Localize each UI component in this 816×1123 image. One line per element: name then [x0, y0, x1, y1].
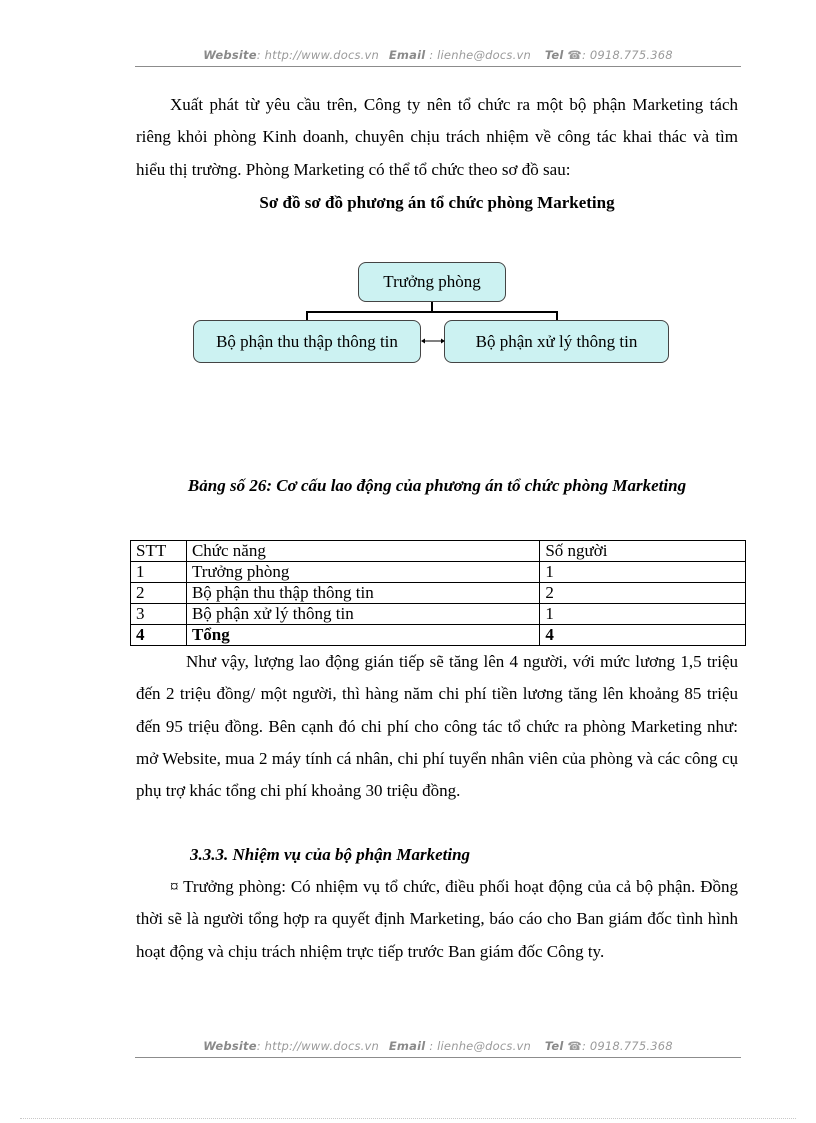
table-cell: Bộ phận thu thập thông tin: [186, 583, 539, 604]
table-row: [131, 604, 746, 625]
tel-value: : 0918.775.368: [581, 48, 673, 62]
email-label: Email: [388, 48, 426, 62]
website-value[interactable]: : http://www.docs.vn: [256, 48, 380, 62]
cost-paragraph: Như vậy, lượng lao động gián tiếp sẽ tăng lên 4 người, với mức lương 1,5 triệu đến 2 triệu đồng/ một người, thì hàng năm chi phí tiền lương tăng lên khoảng 85 triệu đến 95 triệu đồng. Bên cạnh đó chi phí cho công tác tổ chức ra phòng Marketing như: mở Website, mua 2 máy tính cá nhân, chi phí tuyển nhân viên của phòng và các công cụ phụ trợ khác tổng chi phí khoảng 30 triệu đồng.: [136, 652, 738, 801]
page-edge: [20, 1118, 796, 1119]
table-cell: 4: [131, 625, 187, 646]
phone-icon: ☎: [567, 48, 582, 62]
table-cell: 2: [131, 583, 187, 604]
table-total-row: [131, 625, 746, 646]
header-divider: [135, 66, 741, 67]
table-row: [131, 562, 746, 583]
email-value[interactable]: : lienhe@docs.vn: [425, 48, 531, 62]
tel-label: Tel: [544, 48, 564, 62]
double-arrow-connector: [421, 336, 445, 346]
table-cell: 3: [131, 604, 187, 625]
table-caption: Bảng số 26: Cơ cấu lao động của phương án tổ chức phòng Marketing: [187, 476, 687, 495]
website-value[interactable]: : http://www.docs.vn: [256, 1039, 380, 1053]
intro-paragraph: Xuất phát từ yêu cầu trên, Công ty nên tổ chức ra một bộ phận Marketing tách riêng khỏi phòng Kinh doanh, chuyên chịu trách nhiệm về công tác khai thác và tìm hiểu thị trường. Phòng Marketing có thể tổ chức theo sơ đồ sau:: [136, 95, 738, 179]
table-cell: Tổng: [186, 625, 539, 646]
table-header-row: [131, 541, 746, 562]
email-value[interactable]: : lienhe@docs.vn: [425, 1039, 531, 1053]
table-cell: 1: [131, 562, 187, 583]
table-cell: 4: [540, 625, 746, 646]
tel-value: : 0918.775.368: [581, 1039, 673, 1053]
org-node-left: Bộ phận thu thập thông tin: [193, 320, 421, 363]
org-node-root: Trưởng phòng: [358, 262, 506, 302]
table-header-cell: Chức năng: [186, 541, 539, 562]
labor-structure-table: [130, 540, 746, 646]
table-header-cell: Số người: [540, 541, 746, 562]
org-node-right: Bộ phận xử lý thông tin: [444, 320, 669, 363]
duty-paragraph: [136, 871, 738, 968]
website-label: Website: [203, 48, 257, 62]
page-footer: [135, 1039, 741, 1053]
table-cell: 1: [540, 562, 746, 583]
email-label: Email: [388, 1039, 426, 1053]
footer-divider: [135, 1057, 741, 1058]
table-header-cell: STT: [131, 541, 187, 562]
page-header: [135, 48, 741, 62]
org-connector: [306, 311, 558, 313]
table-cell: Bộ phận xử lý thông tin: [186, 604, 539, 625]
diagram-title: Sơ đồ sơ đồ phương án tổ chức phòng Marketing: [259, 193, 615, 212]
table-cell: 2: [540, 583, 746, 604]
table-row: [131, 583, 746, 604]
table-cell: Trưởng phòng: [186, 562, 539, 583]
phone-icon: ☎: [567, 1039, 582, 1053]
bullet-icon: ¤: [170, 877, 179, 896]
duty-text: Trưởng phòng: Có nhiệm vụ tổ chức, điều phối hoạt động của cả bộ phận. Đồng thời sẽ là người tổng hợp ra quyết định Marketing, báo cáo cho Ban giám đốc tình hình hoạt động và chịu trách nhiệm trực tiếp trước Ban giám đốc Công ty.: [136, 877, 738, 961]
section-heading: 3.3.3. Nhiệm vụ của bộ phận Marketing: [190, 845, 471, 864]
tel-label: Tel: [544, 1039, 564, 1053]
website-label: Website: [203, 1039, 257, 1053]
table-cell: 1: [540, 604, 746, 625]
